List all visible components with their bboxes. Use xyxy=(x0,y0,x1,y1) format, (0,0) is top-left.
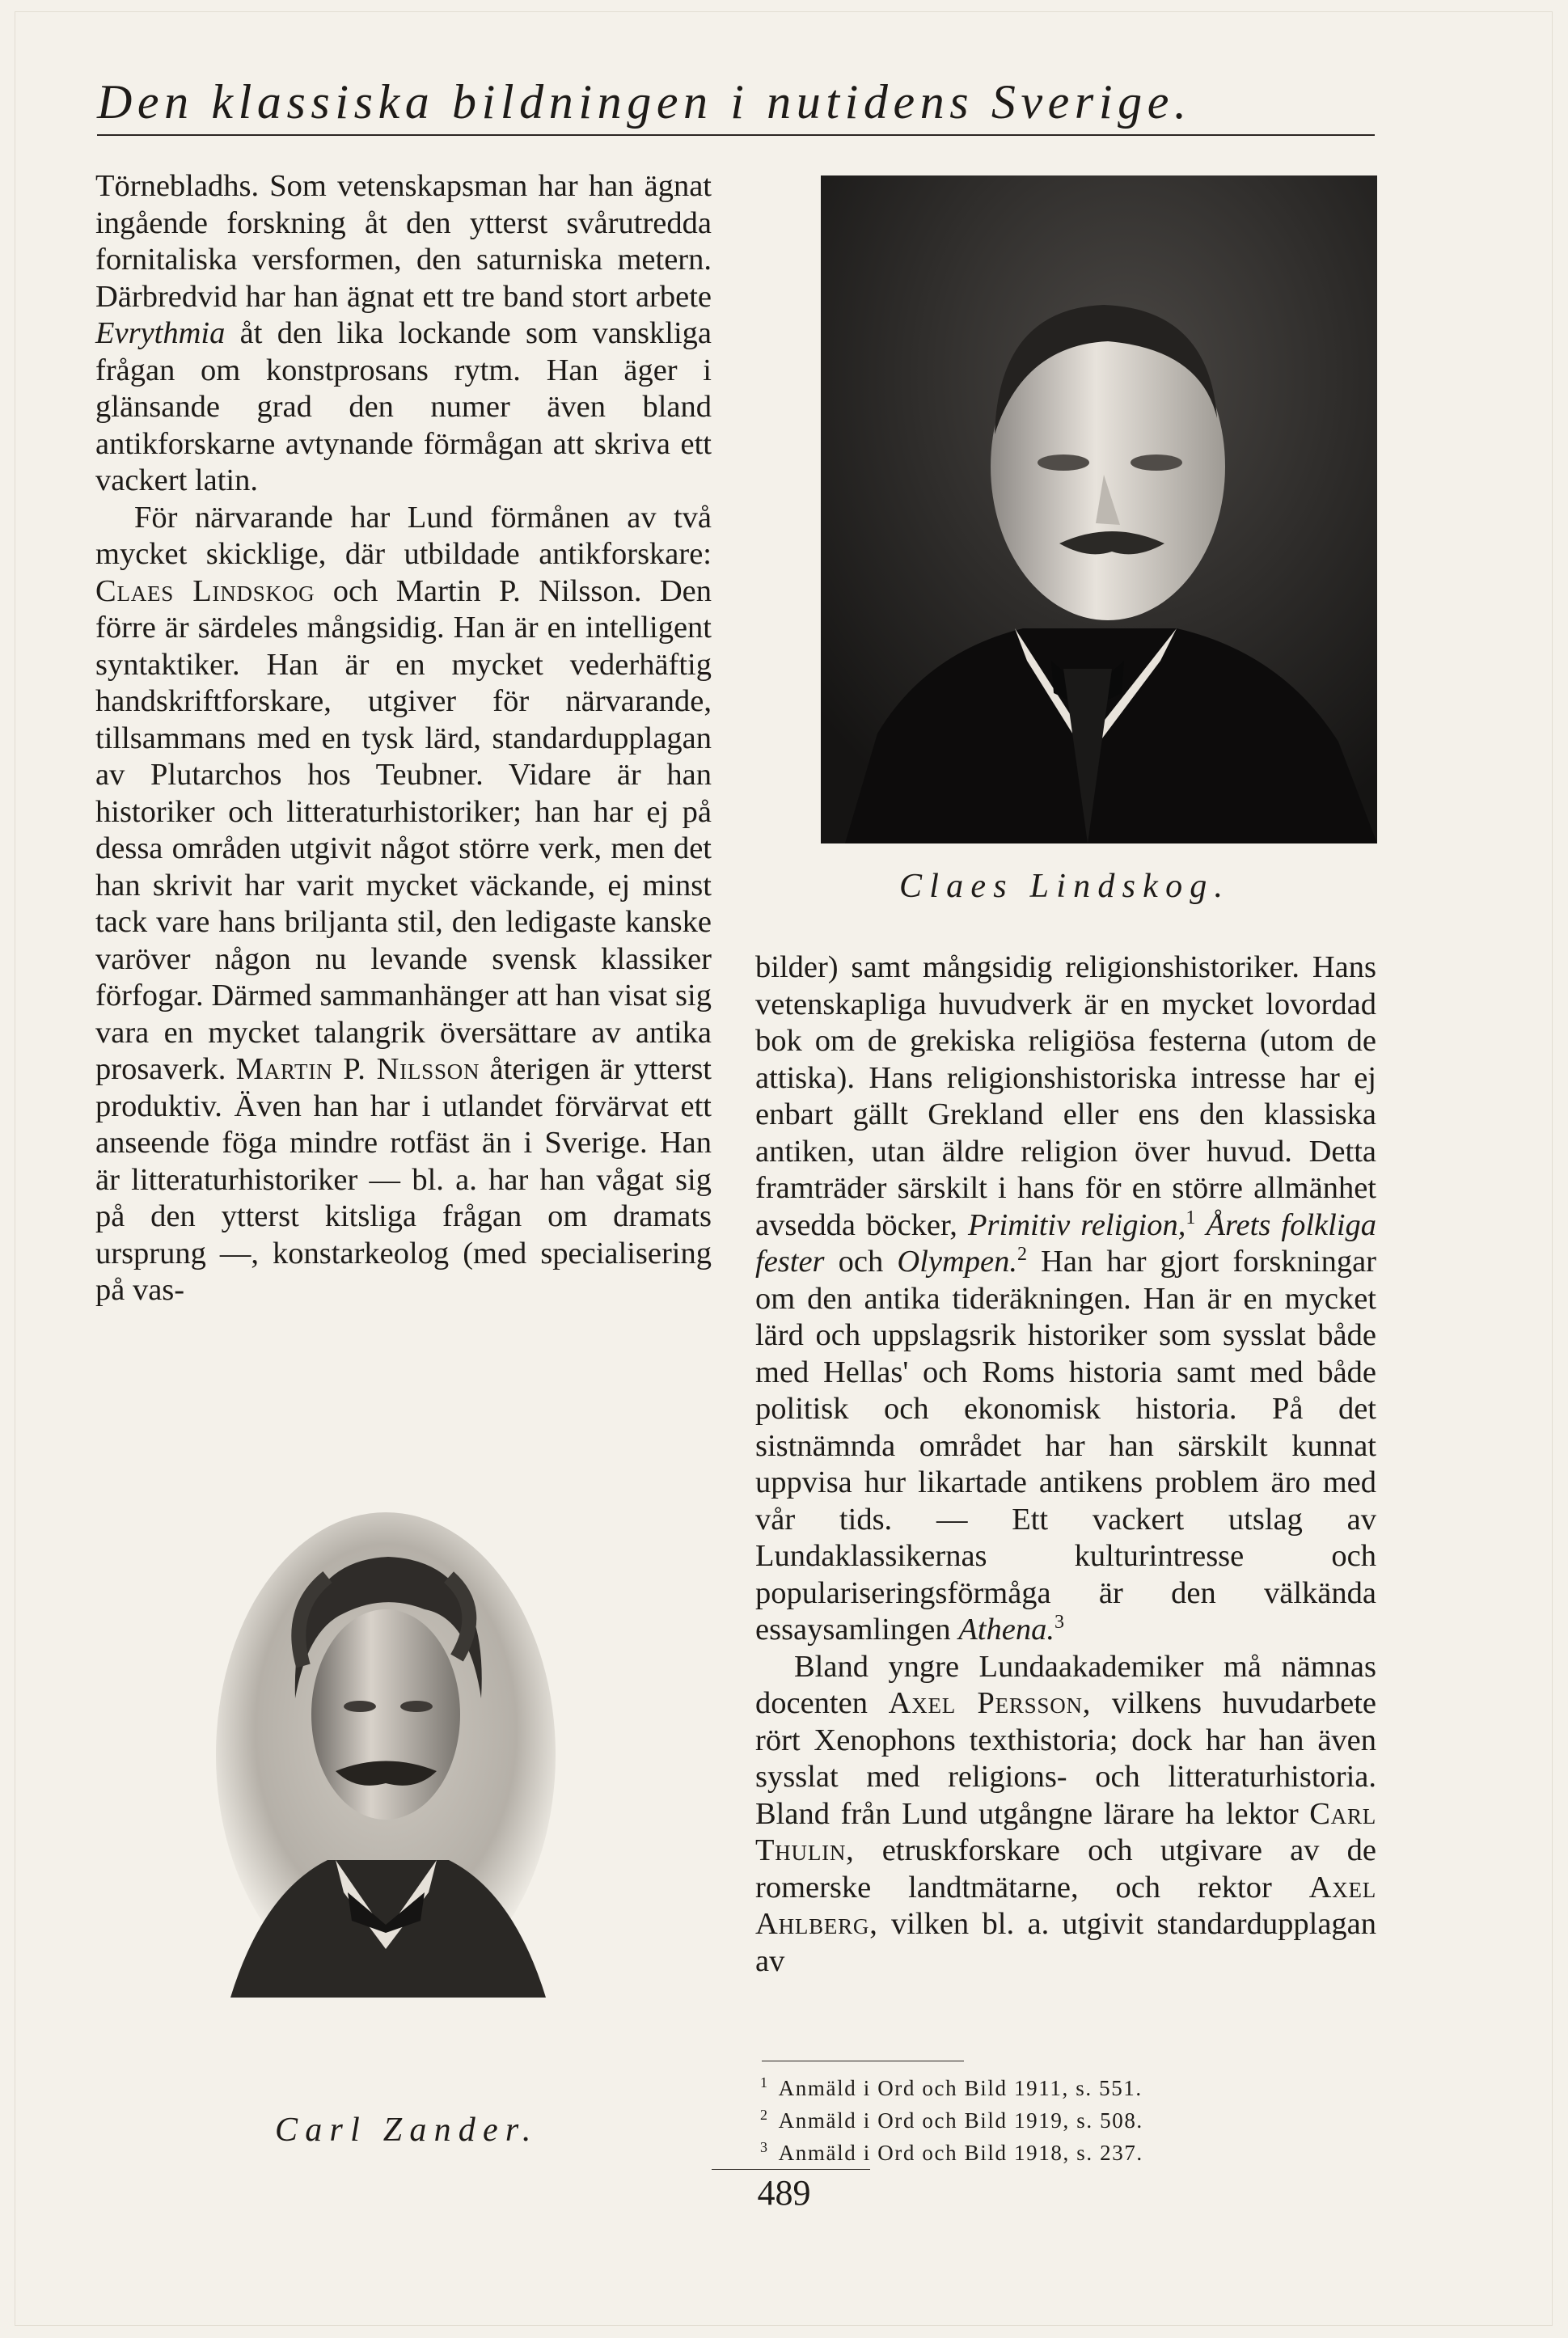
footnote-ref-1: 1 xyxy=(1186,1207,1196,1228)
caption-carl-zander: Carl Zander. xyxy=(275,2112,539,2149)
right-column xyxy=(755,949,1376,1980)
title-primitiv-religion: Primitiv religion, xyxy=(968,1207,1186,1242)
running-head: Den klassiska bildningen i nutidens Sverige. xyxy=(97,75,1192,129)
portrait-claes-lindskog-image xyxy=(821,175,1377,843)
title-arets-folkliga-fester: Årets folkliga fester xyxy=(755,1207,1377,1279)
footnote-ref-3: 3 xyxy=(1054,1612,1064,1634)
name-claes-lindskog: Claes Lindskog xyxy=(95,573,315,608)
title-evrythmia: Evrythmia xyxy=(95,316,226,350)
footnote-3: $^3$ Anmäld i Ord och Bild 1918, s. 237. xyxy=(760,2139,1143,2165)
title-olympen: Olympen. xyxy=(897,1245,1017,1279)
title-athena: Athena. xyxy=(958,1613,1054,1647)
footnotes xyxy=(760,2070,1143,2167)
name-martin-nilsson: Martin P. Nilsson xyxy=(235,1052,480,1086)
paragraph-tornebladh: Törnebladhs. Som vetenskapsman har han ägnat ingående forskning åt den ytterst svårutredda fornitaliska versformen, den saturniska metern. Därbredvid har han ägnat ett tre band stort arbete Evrythmia åt den lika lockande som vanskliga frågan om konstprosans rytm. Han äger i glänsande grad den numer även bland antikforskarne avtynande förmågan att skriva ett vackert latin. xyxy=(95,169,712,497)
page-number: 489 xyxy=(757,2173,811,2213)
footnote-1: $^1$ Anmäld i Ord och Bild 1911, s. 551. xyxy=(760,2074,1143,2100)
paragraph-lund-scholars: För närvarande har Lund förmånen av två mycket skicklige, där utbildade antikforskare: Claes Lindskog och Martin P. Nilsson. Den förre är särdeles mångsidig. Han är en intelligent syntaktiker. Han är en mycket vederhäftig handskriftforskare, utgiver för närvarande, tillsammans med en tysk lärd, standardupplagan av Plutarchos hos Teubner. Vidare är han historiker och litteraturhistoriker; han har ej på dessa områden utgivit något större verk, men det han skrivit har varit mycket väckande, ej minst tack vare hans briljanta stil, den ledigaste kanske varöver någon nu levande svensk klassiker förfogar. Därmed sammanhänger att han visat sig vara en mycket talangrik översättare av antika prosaverk. Martin P. Nilsson återigen är ytterst produktiv. Även han har i utlandet förvärvat ett anseende föga mindre rotfäst än i Sverige. Han är litteraturhistoriker — bl. a. har han vågat sig på den ytterst kitsliga frågan om dramats ursprung —, konstarkeolog (med specialisering på vas- xyxy=(95,500,712,1307)
portrait-carl-zander-image xyxy=(214,1512,558,1998)
caption-claes-lindskog: Claes Lindskog. xyxy=(899,868,1231,905)
name-axel-ahlberg: Axel Ahlberg, xyxy=(755,1870,1376,1941)
left-column xyxy=(95,168,712,1309)
portrait-carl-zander xyxy=(214,1512,558,1998)
name-axel-persson: Axel Persson, xyxy=(888,1686,1092,1720)
paragraph-younger-academics: Bland yngre Lundaakademiker må nämnas docenten Axel Persson, vilkens huvudarbete rört Xenophons texthistoria; dock har han även sysslat med religions- och litteraturhistoria. Bland från Lund utgångne lärare ha lektor Carl Thulin, etruskforskare och utgivare av de romerske landtmätarne, och rektor Axel Ahlberg, vilken bl. a. utgivit standardupplagan av xyxy=(755,1649,1376,1978)
name-carl-thulin: Carl Thulin, xyxy=(755,1796,1376,1867)
portrait-claes-lindskog xyxy=(821,175,1377,843)
paragraph-nilsson-continued: bilder) samt mångsidig religionshistoriker. Hans vetenskapliga huvudverk är en mycket lovordad bok om de grekiska religiösa festerna (utom de attiska). Hans religionshistoriska intresse har ej enbart gällt Grekland eller ens den klassiska antiken, utan äldre religion över huvud. Detta framträder särskilt i hans för en större allmänhet avsedda böcker, Primitiv religion,$^1$ Årets folkliga fester och Olympen.$^2$ Han har gjort forskningar om den antika tideräkningen. Han är en mycket lärd och uppslagsrik historiker som sysslat både med Hellas' och Roms historia samt med både politisk och ekonomisk historia. På det sistnämnda området har han särskilt kunnat uppvisa hur likartade antikens problem äro med vår tids. — Ett vackert utslag av Lundaklassikernas kulturintresse och populariseringsförmåga är den välkända essaysamlingen Athena.$^3$ xyxy=(755,950,1377,1647)
footnote-ref-2: 2 xyxy=(1017,1244,1027,1266)
footnote-2: $^2$ Anmäld i Ord och Bild 1919, s. 508. xyxy=(760,2107,1143,2133)
page-number-rule xyxy=(712,2169,870,2170)
head-rule xyxy=(97,134,1375,136)
